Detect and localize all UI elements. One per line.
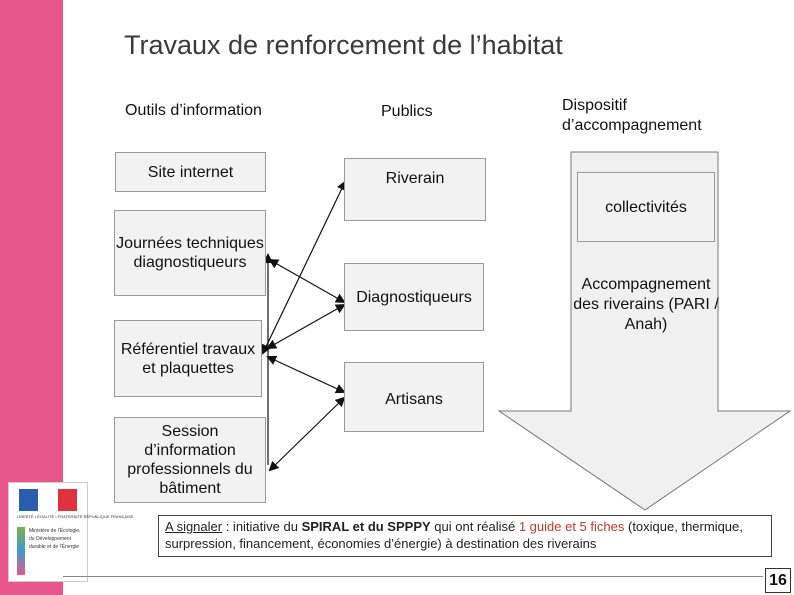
connector-referentiel-diagnostiqueurs: [268, 305, 344, 348]
page-number: 16: [765, 568, 791, 593]
column-header-dispositif: Dispositif d’accompagnement: [562, 97, 702, 134]
box-journees-techniques: Journées techniques diagnostiqueurs: [114, 210, 266, 296]
note-prefix: A signaler: [165, 519, 223, 534]
logo-ministry: Ministère de l’Écologie, du Développement durable et de l’Énergie: [29, 528, 81, 550]
note-spiral: SPIRAL et du SPPPY: [301, 519, 431, 534]
box-site-internet: Site internet: [115, 152, 266, 192]
box-session-information: Session d’information professionnels du bâtiment: [114, 417, 266, 503]
note-box: [158, 515, 772, 557]
box-diagnostiqueurs: Diagnostiqueurs: [344, 263, 484, 331]
connector-session-artisans: [270, 398, 344, 470]
connector-referentiel-artisans: [268, 357, 344, 392]
note-text-3: (toxique, thermique, surpression, financement, économies d’énergie) à destination des riverains: [165, 519, 743, 551]
connector-journees-diagnostiqueurs: [270, 260, 344, 302]
box-referentiel: Référentiel travaux et plaquettes: [114, 320, 262, 397]
ministry-logo: [8, 482, 134, 582]
footer-divider: [63, 576, 763, 577]
republique-flag-icon: [19, 489, 77, 511]
note-text-1: : initiative du: [222, 519, 302, 534]
box-collectivites: collectivités: [577, 172, 715, 242]
box-artisans: Artisans: [344, 362, 484, 432]
page-title: Travaux de renforcement de l’habitat: [124, 30, 563, 60]
note-guide: 1 guide et 5 fiches: [518, 519, 625, 534]
logo-caption: LIBERTÉ • ÉGALITÉ • FRATERNITÉ RÉPUBLIQUE FRANÇAISE: [17, 515, 134, 520]
note-text-2: qui ont réalisé: [430, 519, 519, 534]
box-riverain: Riverain: [344, 158, 486, 221]
accompagnement-text: Accompagnement des riverains (PARI / Anah): [573, 276, 719, 333]
column-header-outils: Outils d’information: [125, 102, 262, 119]
column-header-publics: Publics: [381, 103, 433, 120]
logo-color-strip: [17, 527, 25, 575]
